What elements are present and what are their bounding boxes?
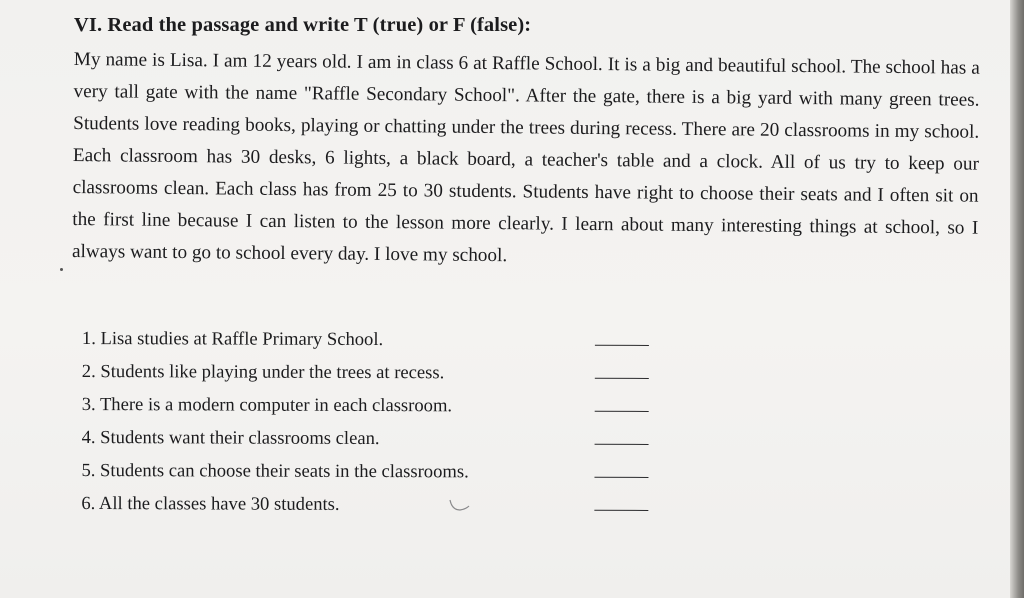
pen-dot [60, 268, 63, 271]
question-item [82, 322, 662, 357]
question-text: 3. There is a modern computer in each classroom. [81, 393, 453, 417]
question-text: 2. Students like playing under the trees at recess. [81, 360, 445, 384]
answer-blank[interactable] [595, 444, 649, 445]
answer-blank[interactable] [595, 345, 649, 346]
question-text: 4. Students want their classrooms clean. [81, 426, 380, 450]
question-item [82, 355, 662, 390]
question-list [81, 322, 662, 522]
answer-blank[interactable] [594, 477, 648, 478]
question-text: 5. Students can choose their seats in the classrooms. [81, 459, 469, 483]
reading-passage: My name is Lisa. I am 12 years old. I am in class 6 at Raffle School. It is a big and beautiful school. The school has a very tall gate with the name "Raffle Secondary School". After the gate, there is a big yard with many green trees. Students love reading books, playing or chatting under the trees during recess. There are 20 classrooms in my school. Each classroom has 30 desks, 6 lights, a black board, a teacher's table and a clock. All of us try to keep our classrooms clean. Each class has from 25 to 30 students. Students have right to choose their seats and I often sit on the first line because I can listen to the lesson more clearly. I learn about many interesting things at school, so I always want to go to school every day. I love my school. [71, 48, 980, 267]
answer-blank[interactable] [595, 378, 649, 379]
question-item [82, 421, 662, 456]
exercise-heading: VI. Read the passage and write T (true) or F (false): [74, 14, 532, 36]
answer-blank[interactable] [595, 411, 649, 412]
question-item [82, 388, 662, 423]
question-item [81, 454, 661, 489]
question-item [81, 487, 661, 522]
question-text: 6. All the classes have 30 students. [81, 492, 340, 515]
pen-mark [448, 498, 472, 514]
question-text: 1. Lisa studies at Raffle Primary School. [81, 327, 384, 351]
answer-blank[interactable] [594, 510, 648, 511]
page-edge-shadow [1010, 0, 1024, 598]
